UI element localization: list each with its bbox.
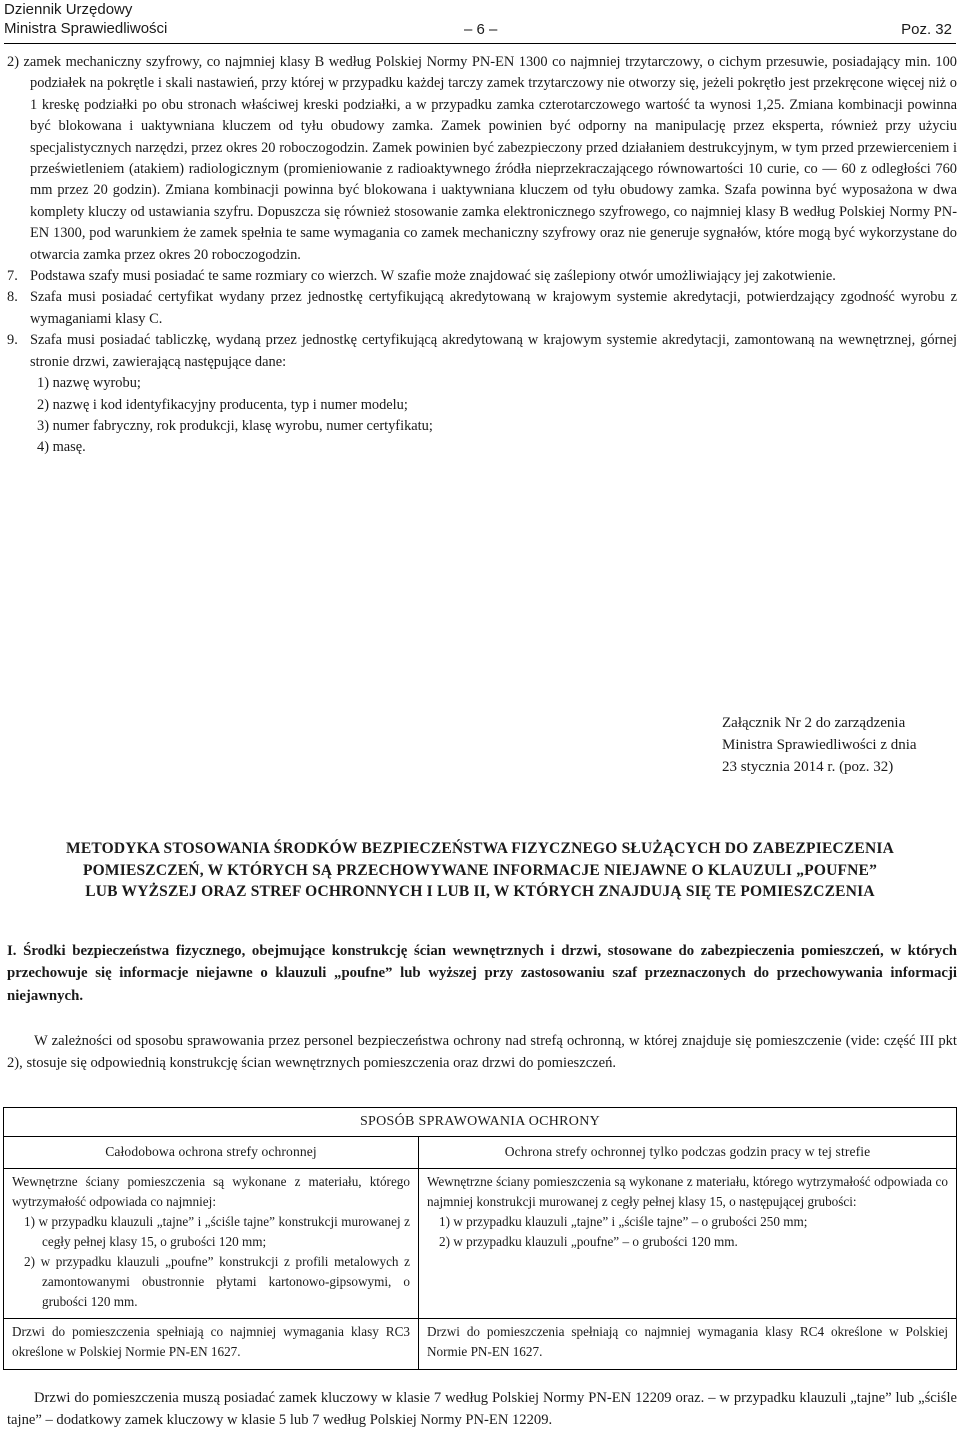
document-title (10, 838, 950, 903)
table-col-left-header: Całodobowa ochrona strefy ochronnej (105, 1144, 317, 1159)
intro-paragraph: W zależności od sposobu sprawowania przez personel bezpieczeństwa ochrony nad strefą ochronną, w której znajduje się pomieszczenie (vide: część III pkt 2), stosuje się odpowiednią konstrukcję ścian wewnętrznych pomieszczenia oraz drzwi do pomieszczeń. (7, 1033, 957, 1072)
list-item: 1) nazwę wyrobu; (37, 375, 141, 392)
section-1-heading: I. Środki bezpieczeństwa fizycznego, obejmujące konstrukcję ścian wewnętrznych i drzwi, stosowane do zabezpieczenia pomieszczeń, w których przechowuje się informacje niejawne o klauzuli „poufne” lub wyższej przy zastosowaniu szaf przeznaczonych do przechowywania informacji niejawnych. (7, 943, 957, 1004)
item-9-sublist (7, 373, 957, 459)
list-item: 2) w przypadku klauzuli „poufne” konstrukcji z profili metalowych z zamontowanymi obustronnie płytami kartonowo-gipsowymi, o grubości 120 mm. (24, 1254, 410, 1309)
table-main-header: SPOSÓB SPRAWOWANIA OCHRONY (359, 1114, 601, 1129)
item-9-text: Szafa musi posiadać tabliczkę, wydaną przez jednostkę certyfikującą akredytowaną w krajowym systemie akredytacji, zamontowaną na wewnętrznej, górnej stronie drzwi, zawierającą następujące dane: (30, 332, 957, 370)
annex-line: Załącznik Nr 2 do zarządzenia (722, 715, 906, 731)
item-7 (7, 266, 957, 287)
item-2-lock: 2) zamek mechaniczny szyfrowy, co najmniej klasy B według Polskiej Normy PN-EN 1300 co najmniej trzytarczowy, o cichym przesuwie, posiadający min. 100 podziałek na pokrętle i skali nastawień, przy której w przypadku każdej tarczy zamek trzytarczowy nie otworzy się, jeżeli pokrętło jest przekręcone więcej niż o 1 kreskę podziałki po obu stronach właściwej kreski podziałki, a w przypadku zamka czterotarczowego wartość ta wynosi 1,25. Zmiana kombinacji powinna być blokowana i uaktywniana kluczem od tyłu obudowy zamka. Zamek powinien być odporny na manipulację przez eksperta, również przy użyciu specjalistycznych narzędzi, przez okres 20 roboczogodzin. Zamek powinien być zabezpieczony przed działaniem destrukcyjnym, w tym przed przewierceniem i prześwietleniem (atakiem) radiologicznym (promieniowanie z radioaktywnego źródła nieprzekraczającego równowartości 10 curie, co — 60 z odległości 760 mm przez 20 godzin). Zmiana kombinacji powinna być blokowana i uaktywniana kluczem od tyłu obudowy zamka. Szafa powinna być wyposażona w dwa komplety kluczy od ustawiania szyfru. Dopuszcza się również stosowanie zamka elektronicznego szyfrowego, co najmniej klasy B według Polskiej Normy PN-EN 1300, pod warunkiem że zamek spełnia te same wymagania co zamek mechaniczny szyfrowy oraz nie generuje sygnałów, które mogą być wykorzystane do otwarcia zamka przez okres 20 roboczogodzin. (7, 54, 957, 263)
item-8-number: 8. (7, 289, 18, 306)
title-line: METODYKA STOSOWANIA ŚRODKÓW BEZPIECZEŃSTWA FIZYCZNEGO SŁUŻĄCYCH DO ZABEZPIECZENIA (66, 840, 894, 857)
journal-name: Dziennik Urzędowy (4, 1, 133, 18)
item-9 (7, 330, 957, 373)
item-9-number: 9. (7, 332, 18, 349)
page-number: – 6 – (464, 21, 498, 38)
header-rule (4, 43, 956, 44)
protection-table (3, 1107, 957, 1370)
page-header (4, 0, 956, 44)
annex-line: Ministra Sprawiedliwości z dnia (722, 737, 917, 753)
table-cell-left-walls (4, 1168, 418, 1318)
closing-paragraph: Drzwi do pomieszczenia muszą posiadać zamek kluczowy w klasie 7 według Polskiej Normy PN-EN 12209 oraz. – w przypadku klauzuli „tajne” lub „ściśle tajne” – dodatkowy zamek kluczowy w klasie 5 lub 7 według Polskiej Normy PN-EN 12209. (7, 1390, 957, 1428)
position-number: Poz. 32 (901, 21, 952, 38)
list-item: 2) nazwę i kod identyfikacyjny producenta, typ i numer modelu; (37, 396, 408, 413)
list-item: 3) numer fabryczny, rok produkcji, klasę wyrobu, numer certyfikatu; (37, 417, 433, 434)
table-cell-right-walls (419, 1168, 956, 1318)
item-8 (7, 287, 957, 330)
list-item: 1) w przypadku klauzuli „tajne” i „ściśle tajne” – o grubości 250 mm; (439, 1214, 808, 1229)
list-item: 1) w przypadku klauzuli „tajne” i „ściśle tajne” konstrukcji murowanej z cegły pełnej klasy 15, o grubości 120 mm; (24, 1214, 410, 1249)
table-cell-left-doors: Drzwi do pomieszczenia spełniają co najmniej wymagania klasy RC3 określone w Polskiej Normie PN-EN 1627. (12, 1324, 410, 1359)
title-line: POMIESZCZEŃ, W KTÓRYCH SĄ PRZECHOWYWANE INFORMACJE NIEJAWNE O KLAUZULI „POUFNE” (82, 861, 878, 879)
item-8-text: Szafa musi posiadać certyfikat wydany przez jednostkę certyfikującą akredytowaną w krajowym systemie akredytacji, potwierdzający zgodność wyrobu z wymaganiami klasy C. (30, 289, 957, 327)
annex-line: 23 stycznia 2014 r. (poz. 32) (722, 759, 894, 775)
list-item: 4) masę. (37, 439, 86, 456)
walls-intro: Wewnętrzne ściany pomieszczenia są wykonane z materiału, którego wytrzymałość odpowiada co najmniej: (12, 1174, 410, 1209)
annex-note (722, 712, 960, 778)
header-source (4, 0, 167, 38)
list-item: 2) w przypadku klauzuli „poufne” – o grubości 120 mm. (439, 1234, 738, 1249)
requirements-text (7, 52, 957, 459)
walls-intro: Wewnętrzne ściany pomieszczenia są wykonane z materiału, którego wytrzymałość odpowiada co najmniej konstrukcji murowanej z cegły pełnej klasy 15, o następującej grubości: (427, 1174, 948, 1209)
ministry-name: Ministra Sprawiedliwości (4, 20, 168, 37)
title-line: LUB WYŻSZEJ ORAZ STREF OCHRONNYCH I LUB II, W KTÓRYCH ZNAJDUJĄ SIĘ TE POMIESZCZENIA (85, 883, 875, 901)
item-7-number: 7. (7, 268, 18, 285)
table-cell-right-doors: Drzwi do pomieszczenia spełniają co najmniej wymagania klasy RC4 określone w Polskiej Normie PN-EN 1627. (427, 1324, 948, 1359)
item-7-text: Podstawa szafy musi posiadać te same rozmiary co wierzch. W szafie może znajdować się zaślepiony otwór umożliwiający jej zakotwienie. (30, 268, 836, 285)
table-col-right-header: Ochrona strefy ochronnej tylko podczas godzin pracy w tej strefie (504, 1144, 871, 1159)
